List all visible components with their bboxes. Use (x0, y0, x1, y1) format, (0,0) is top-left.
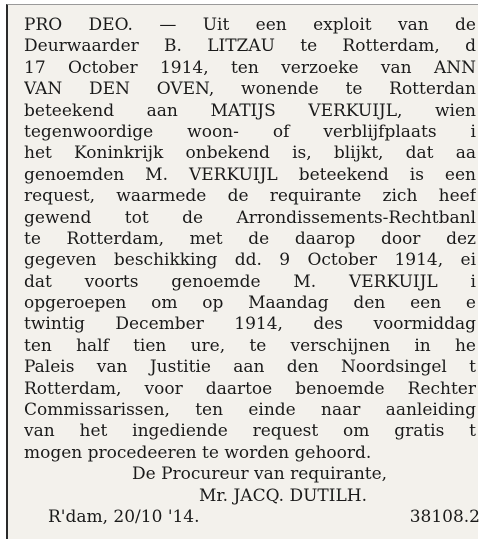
notice-line: van het ingediende request om gratis t (24, 421, 476, 442)
newspaper-clipping (6, 4, 478, 539)
signature-name: Mr. JACQ. DUTILH. (199, 485, 367, 506)
notice-line: het Koninkrijk onbekend is, blijkt, dat aa (24, 143, 476, 164)
notice-line: dat voorts genoemde M. VERKUIJL i (24, 271, 476, 292)
notice-line: Deurwaarder B. LITZAU te Rotterdam, d (24, 36, 476, 57)
notice-line: PRO DEO. — Uit een exploit van de (24, 15, 476, 35)
notice-line: te Rotterdam, met de daarop door dez (24, 228, 476, 249)
ad-number: 38108.2 (409, 507, 480, 527)
notice-body (24, 15, 476, 507)
place-date: R'dam, 20/10 '14. (48, 507, 200, 527)
notice-line: Commissarissen, ten einde naar aanleiding (24, 400, 476, 421)
notice-line: beteekend aan MATIJS VERKUIJL, wien (24, 100, 476, 121)
notice-line: VAN DEN OVEN, wonende te Rotterdan (24, 79, 476, 100)
notice-line: mogen procedeeren te worden gehoord. (24, 442, 372, 463)
notice-line: 17 October 1914, ten verzoeke van ANN (24, 57, 476, 78)
notice-line: gegeven beschikking dd. 9 October 1914, ei (24, 250, 476, 271)
notice-line: genoemden M. VERKUIJL beteekend is een (24, 164, 476, 185)
notice-line: tegenwoordige woon- of verblijfplaats i (24, 121, 476, 142)
notice-footer (48, 507, 480, 531)
notice-line: Rotterdam, voor daartoe benoemde Rechter (24, 378, 476, 399)
notice-line: twintig December 1914, des voormiddag (24, 314, 476, 335)
notice-line: Paleis van Justitie aan den Noordsingel t (24, 357, 476, 378)
notice-line: ten half tien ure, te verschijnen in he (24, 335, 476, 356)
notice-line: gewend tot de Arrondissements-Rechtbanl (24, 207, 476, 228)
notice-line: opgeroepen om op Maandag den een e (24, 293, 476, 314)
notice-line: request, waarmede de requirante zich heef (24, 186, 476, 207)
signature-title: De Procureur van requirante, (132, 464, 388, 485)
